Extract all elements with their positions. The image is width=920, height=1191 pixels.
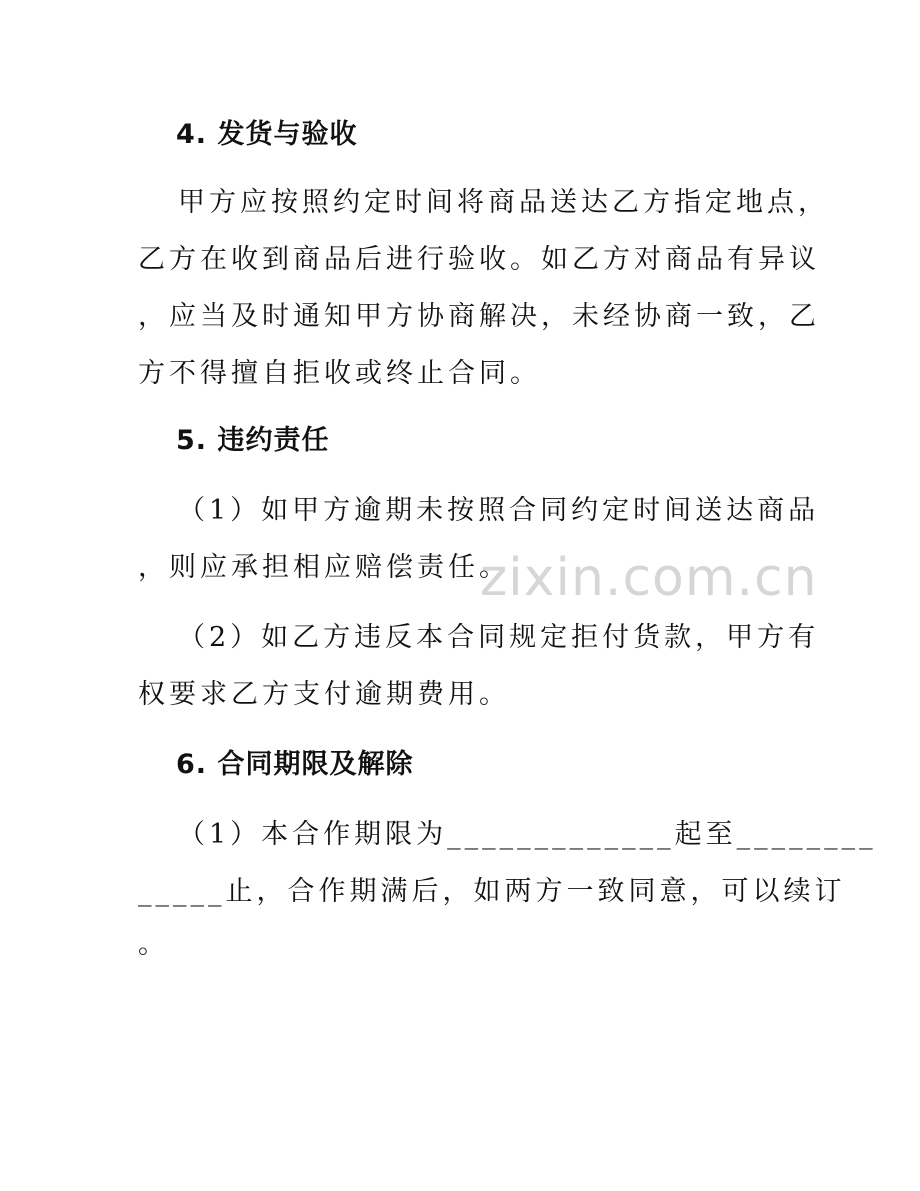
paragraph-line: 乙方在收到商品后进行验收。如乙方对商品有异议 [138,244,820,275]
paragraph-line: ，应当及时通知甲方协商解决，未经协商一致，乙 [138,301,820,332]
watermark-text: zixin.com.cn [480,548,818,608]
section-heading-delivery: 4. 发货与验收 [176,119,358,150]
section-heading-term: 6. 合同期限及解除 [176,749,414,780]
paragraph-line: ，则应承担相应赔偿责任。 [138,552,510,583]
section-heading-liability: 5. 违约责任 [176,425,330,456]
paragraph-line: （1）本合作期限为_____________起至________ [178,819,877,850]
paragraph-line: （1）如甲方逾期未按照合同约定时间送达商品 [178,495,820,526]
paragraph-line: _____止，合作期满后，如两方一致同意，可以续订 [138,876,846,907]
paragraph-line: 。 [138,929,169,960]
paragraph-line: （2）如乙方违反本合同规定拒付货款，甲方有 [178,622,820,653]
paragraph-line: 甲方应按照约定时间将商品送达乙方指定地点， [178,187,829,218]
paragraph-line: 权要求乙方支付逾期费用。 [138,679,510,710]
paragraph-line: 方不得擅自拒收或终止合同。 [138,358,541,389]
